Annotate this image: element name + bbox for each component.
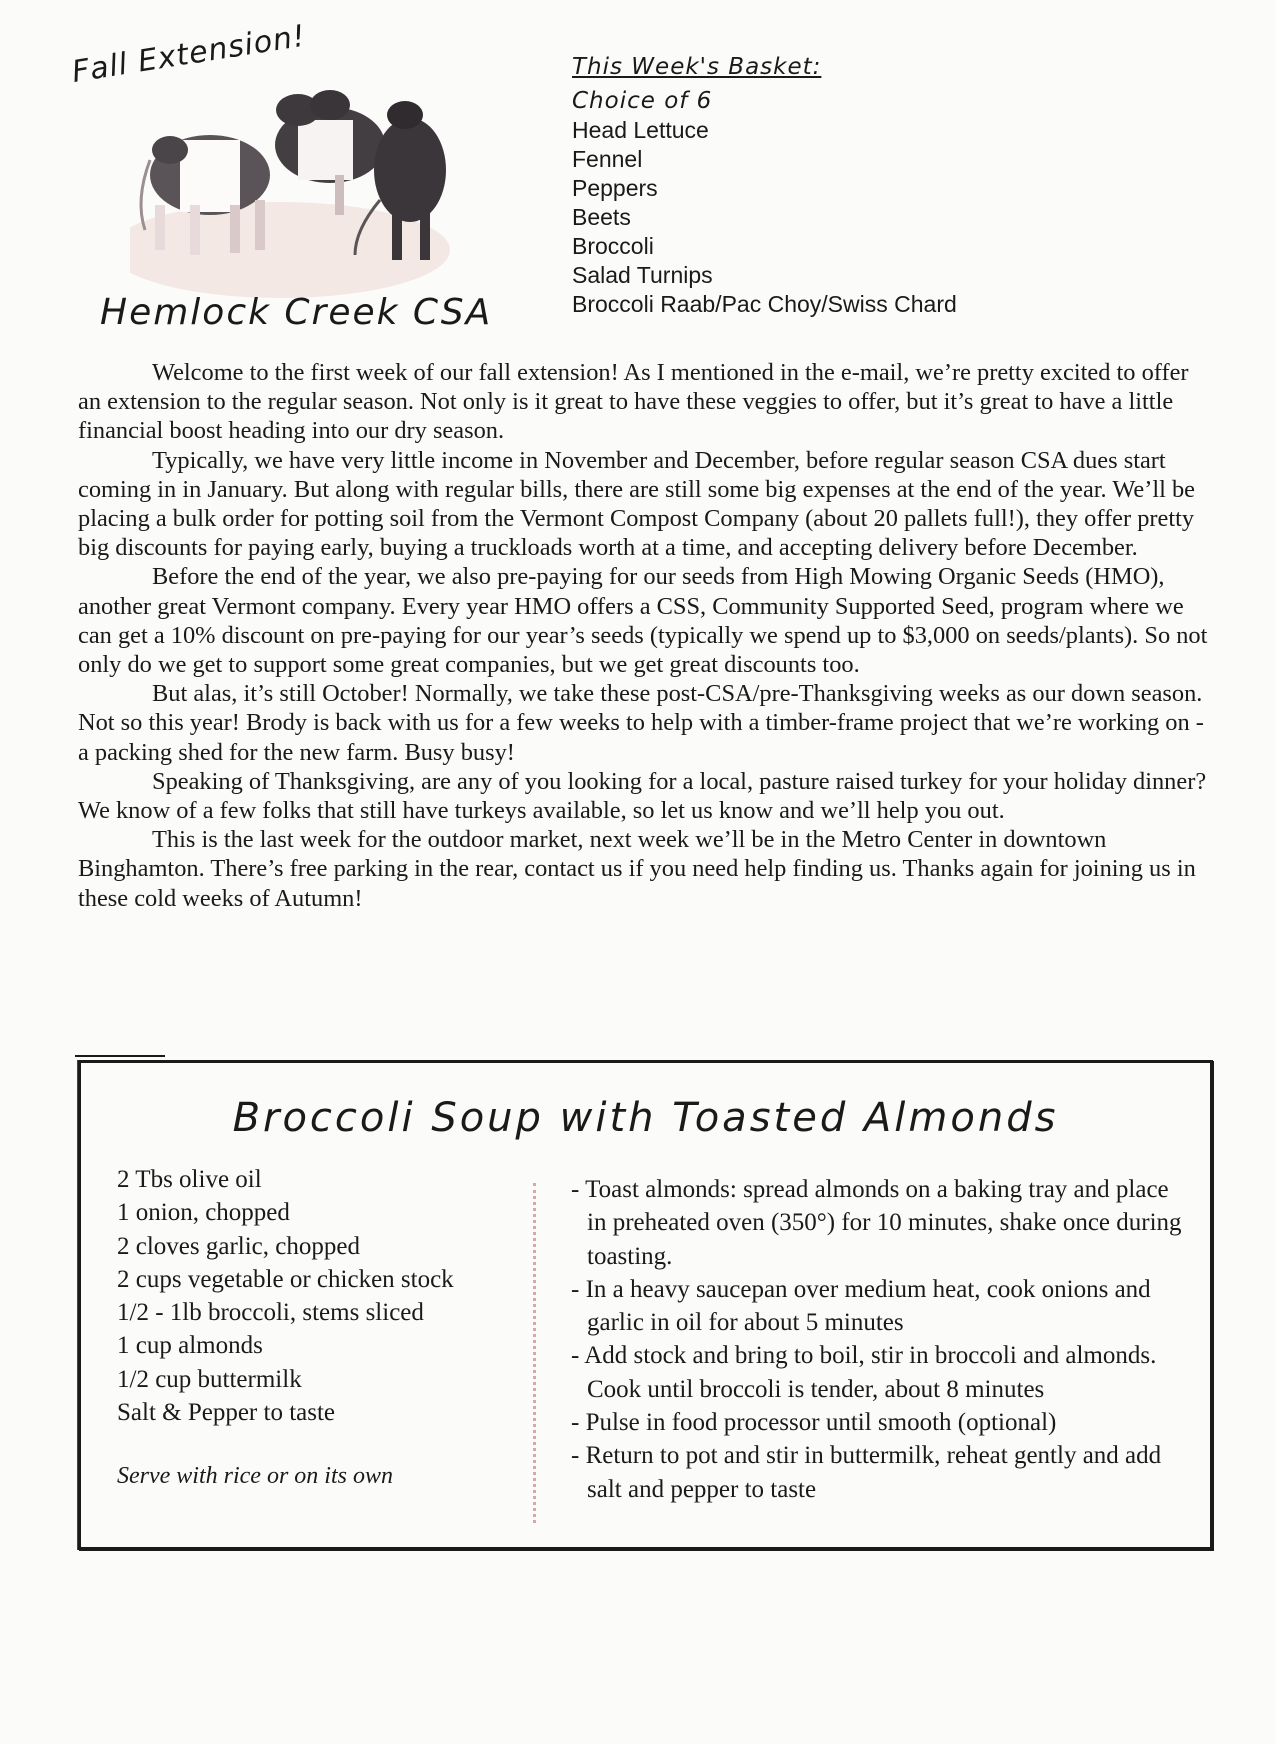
ingredient-item: 1/2 - 1lb broccoli, stems sliced (117, 1299, 424, 1327)
basket-item: Beets (572, 204, 631, 230)
ingredient-item: 1/2 cup buttermilk (117, 1365, 302, 1393)
recipe-title: Broccoli Soup with Toasted Almonds (232, 1095, 1059, 1141)
ingredient-item: 1 cup almonds (117, 1332, 263, 1360)
logo-title: Fall Extension! (69, 18, 309, 91)
basket-subheading: Choice of 6 (572, 88, 713, 114)
recipe-step: - Return to pot and stir in buttermilk, reheat gently and add salt and pepper to taste (571, 1442, 1162, 1503)
ingredient-item: Salt & Pepper to taste (117, 1399, 336, 1427)
ingredients-list (117, 1163, 537, 1429)
logo-name: Hemlock Creek CSA (100, 292, 493, 333)
recipe-steps (571, 1173, 1191, 1506)
letter-paragraph: Before the end of the year, we also pre-paying for our seeds from High Mowing Organic Seeds (HMO), another great Vermont company. Every year HMO offers a CSS, Community Supported Seed, program where we can get a 10% discount on pre-paying for our year’s seeds (typically we spend up to $3,000 on seeds/plants). So not only do we get to support some great companies, but we get great discounts too. (78, 563, 1208, 679)
recipe-box (78, 1060, 1213, 1550)
cows-illustration (130, 80, 470, 300)
letter-paragraph: This is the last week for the outdoor market, next week we’ll be in the Metro Center in downtown Binghamton. There’s free parking in the rear, contact us if you need help finding us. Thanks again for joining us in these cold weeks of Autumn! (78, 826, 1196, 912)
column-divider (533, 1183, 536, 1523)
recipe-step: - Add stock and bring to boil, stir in broccoli and almonds. Cook until broccoli is tender, about 8 minutes (571, 1342, 1157, 1403)
letter-paragraph: Speaking of Thanksgiving, are any of you looking for a local, pasture raised turkey for your holiday dinner? We know of a few folks that still have turkeys available, so let us know and we’ll help you out. (78, 767, 1207, 825)
letter-paragraph: Typically, we have very little income in November and December, before regular season CSA dues start coming in in January. But along with regular bills, there are still some big expenses at the end of the year. We’ll be placing a bulk order for potting soil from the Vermont Compost Company (about 20 pallets full!), they offer pretty big discounts for paying early, buying a truckloads worth at a time, and accepting delivery before December. (78, 446, 1196, 562)
letter-paragraph: Welcome to the first week of our fall extension! As I mentioned in the e-mail, we’re pretty excited to offer an extension to the regular season. Not only is it great to have these veggies to offer, but it’s great to have a little financial boost heading into our dry season. (78, 359, 1189, 445)
basket-item: Broccoli Raab/Pac Choy/Swiss Chard (572, 291, 957, 317)
recipe-step: - Toast almonds: spread almonds on a baking tray and place in preheated oven (350°) for 10 minutes, shake once during toasting. (571, 1176, 1182, 1270)
recipe-step: - Pulse in food processor until smooth (optional) (571, 1409, 1057, 1437)
basket-items (572, 116, 1072, 319)
ingredient-item: 2 Tbs olive oil (117, 1166, 262, 1193)
serve-note: Serve with rice or on its own (117, 1463, 393, 1489)
ingredient-item: 2 cloves garlic, chopped (117, 1232, 360, 1260)
recipe-step: - In a heavy saucepan over medium heat, cook onions and garlic in oil for about 5 minutes (571, 1275, 1151, 1337)
basket-item: Head Lettuce (572, 117, 709, 143)
basket-heading: This Week's Basket: (572, 54, 822, 80)
basket-item: Salad Turnips (572, 262, 713, 288)
basket-item: Broccoli (572, 233, 654, 259)
basket-item: Fennel (572, 146, 643, 172)
newsletter-letter (78, 358, 1208, 913)
basket-item: Peppers (572, 175, 658, 201)
letter-paragraph: But alas, it’s still October! Normally, we take these post-CSA/pre-Thanksgiving weeks as our down season. Not so this year! Brody is back with us for a few weeks to help with a timber-frame project that we’re working on - a packing shed for the new farm. Busy busy! (78, 680, 1204, 766)
ingredient-item: 2 cups vegetable or chicken stock (117, 1265, 454, 1293)
weekly-basket (572, 54, 1072, 319)
ingredient-item: 1 onion, chopped (117, 1199, 290, 1227)
